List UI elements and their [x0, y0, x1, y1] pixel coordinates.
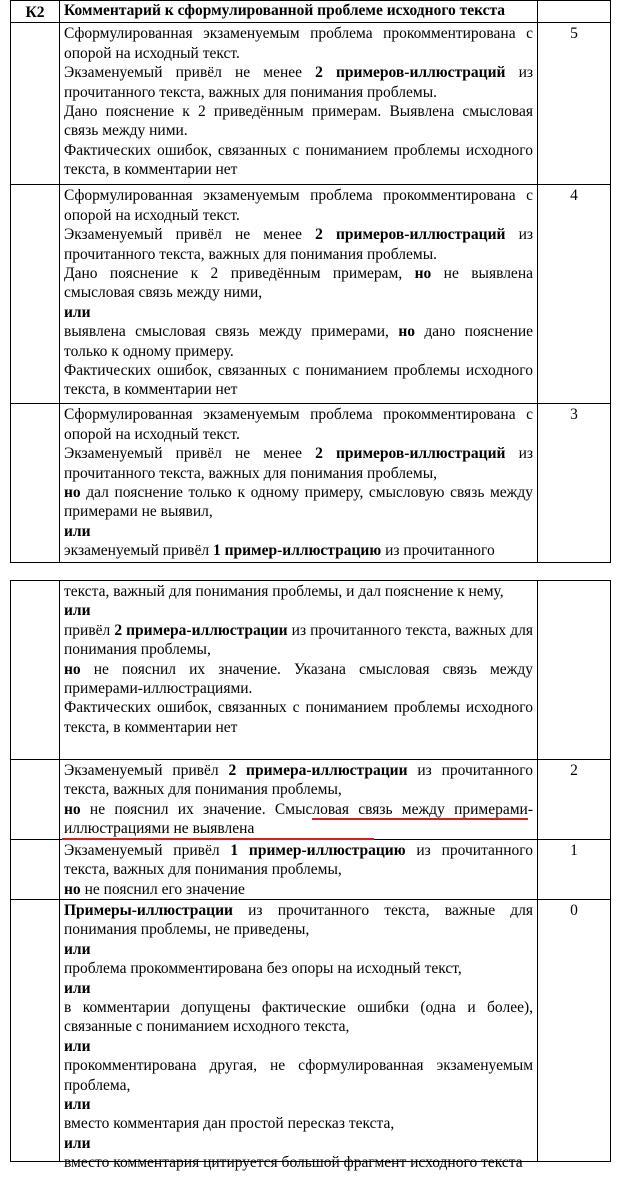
criteria-line: вместо комментария дан простой пересказ текста,: [64, 1115, 395, 1133]
criteria-line: вместо комментария цитируется большой фрагмент исходного текста: [64, 1154, 523, 1172]
red-underline-1: [312, 818, 528, 820]
score-cell: 5: [570, 25, 578, 43]
table-row: [10, 185, 611, 404]
row-code-cell: [11, 760, 60, 839]
table-header-row: [10, 0, 611, 23]
row-code-cell: [11, 840, 60, 899]
criteria-line: Сформулированная экзаменуемым проблема прокомментирована с опорой на исходный текст.: [64, 406, 533, 443]
criteria-line: или: [64, 522, 91, 540]
criteria-line: в комментарии допущены фактические ошибки (одна и более), связанные с пониманием исходного текста,: [64, 999, 533, 1036]
criteria-table-part1: [10, 0, 611, 563]
criteria-text-cell: [60, 404, 538, 562]
criteria-line: текста, важный для понимания проблемы, и дал пояснение к нему,: [64, 583, 504, 600]
criteria-line: но не пояснил их значение. Указана смысловая связь между примерами-иллюстрациями.: [64, 660, 533, 698]
table-row: [10, 404, 611, 563]
criteria-line: Экзаменуемый привёл 1 пример-иллюстрацию из прочитанного текста, важных для понимания проблемы,: [64, 842, 533, 879]
criteria-line: или: [64, 940, 91, 958]
score-cell: 4: [570, 187, 578, 205]
score-cell: 1: [570, 842, 578, 859]
criteria-text-cell: [60, 840, 538, 899]
criteria-text-cell: [60, 581, 538, 759]
score-cell: 2: [570, 762, 578, 779]
table-row: [10, 580, 611, 760]
criterion-title: Комментарий к сформулированной проблеме исходного текста: [60, 1, 538, 22]
criteria-line: привёл 2 примера-иллюстрации из прочитанного текста, важных для понимания проблемы,: [64, 621, 533, 659]
criteria-text-cell: [60, 185, 538, 403]
criteria-line: Экзаменуемый привёл 2 примера-иллюстрации из прочитанного текста, важных для понимания проблемы,: [64, 762, 534, 799]
criteria-line: или: [64, 1096, 91, 1114]
row-code-cell: [11, 581, 60, 759]
criteria-line: выявлена смысловая связь между примерами, но дано пояснение только к одному примеру.: [64, 323, 533, 360]
criteria-line: Дано пояснение к 2 приведённым примерам, но не выявлена смысловая связь между ними,: [64, 265, 533, 302]
criteria-line: проблема прокомментирована без опоры на исходный текст,: [64, 960, 462, 978]
criteria-line: или: [64, 303, 91, 321]
criteria-line: экзаменуемый привёл 1 пример-иллюстрацию из прочитанного: [64, 542, 495, 560]
criteria-line: Экзаменуемый привёл не менее 2 примеров-иллюстраций из прочитанного текста, важных для понимания проблемы.: [64, 64, 534, 101]
criteria-line: или: [64, 1134, 91, 1152]
criteria-text-cell: [60, 23, 538, 184]
criteria-line: или: [64, 602, 91, 620]
criteria-line: Фактических ошибок, связанных с пониманием проблемы исходного текста, в комментарии нет: [64, 699, 533, 736]
criteria-line: но не пояснил его значение: [64, 880, 245, 898]
criteria-text-cell: [60, 760, 538, 839]
criteria-line: Дано пояснение к 2 приведённым примерам. Выявлена смысловая связь между ними.: [64, 103, 533, 140]
row-code-cell: [11, 185, 60, 403]
row-code-cell: [11, 404, 60, 562]
criteria-line: прокомментирована другая, не сформулированная экзаменуемым проблема,: [64, 1057, 533, 1094]
criteria-line: Фактических ошибок, связанных с пониманием проблемы исходного текста, в комментарии нет: [64, 362, 533, 399]
criteria-line: Примеры-иллюстрации из прочитанного текста, важные для понимания проблемы, не приведены,: [64, 902, 533, 939]
criteria-line: Сформулированная экзаменуемым проблема прокомментирована с опорой на исходный текст.: [64, 25, 533, 62]
criteria-line: но дал пояснение только к одному примеру, смысловую связь между примерами не выявил,: [64, 484, 533, 521]
score-cell: [538, 581, 610, 759]
table-row: [10, 900, 611, 1172]
criteria-table-part2: [10, 580, 611, 1172]
score-cell: 3: [570, 406, 578, 424]
row-code-cell: [11, 900, 60, 1161]
criteria-line: но не пояснил их значение. Смысловая связь между примерами-иллюстрациями не выявлена: [64, 800, 533, 838]
criterion-code: К2: [11, 1, 60, 22]
criteria-line: или: [64, 1037, 91, 1055]
table-row: [10, 23, 611, 185]
criteria-line: или: [64, 979, 91, 997]
row-code-cell: [11, 23, 60, 184]
criteria-line: Сформулированная экзаменуемым проблема прокомментирована с опорой на исходный текст.: [64, 187, 533, 224]
criteria-line: Фактических ошибок, связанных с пониманием проблемы исходного текста, в комментарии нет: [64, 141, 533, 179]
red-underline-2: [62, 838, 374, 840]
criteria-line: Экзаменуемый привёл не менее 2 примеров-иллюстраций из прочитанного текста, важных для понимания проблемы.: [64, 226, 534, 263]
table-row: [10, 760, 611, 840]
table-row: [10, 840, 611, 900]
criteria-text-cell: [60, 900, 538, 1172]
score-header: [538, 1, 610, 22]
score-cell: 0: [570, 902, 578, 919]
criteria-line: Экзаменуемый привёл не менее 2 примеров-иллюстраций из прочитанного текста, важных для понимания проблемы,: [64, 445, 534, 482]
